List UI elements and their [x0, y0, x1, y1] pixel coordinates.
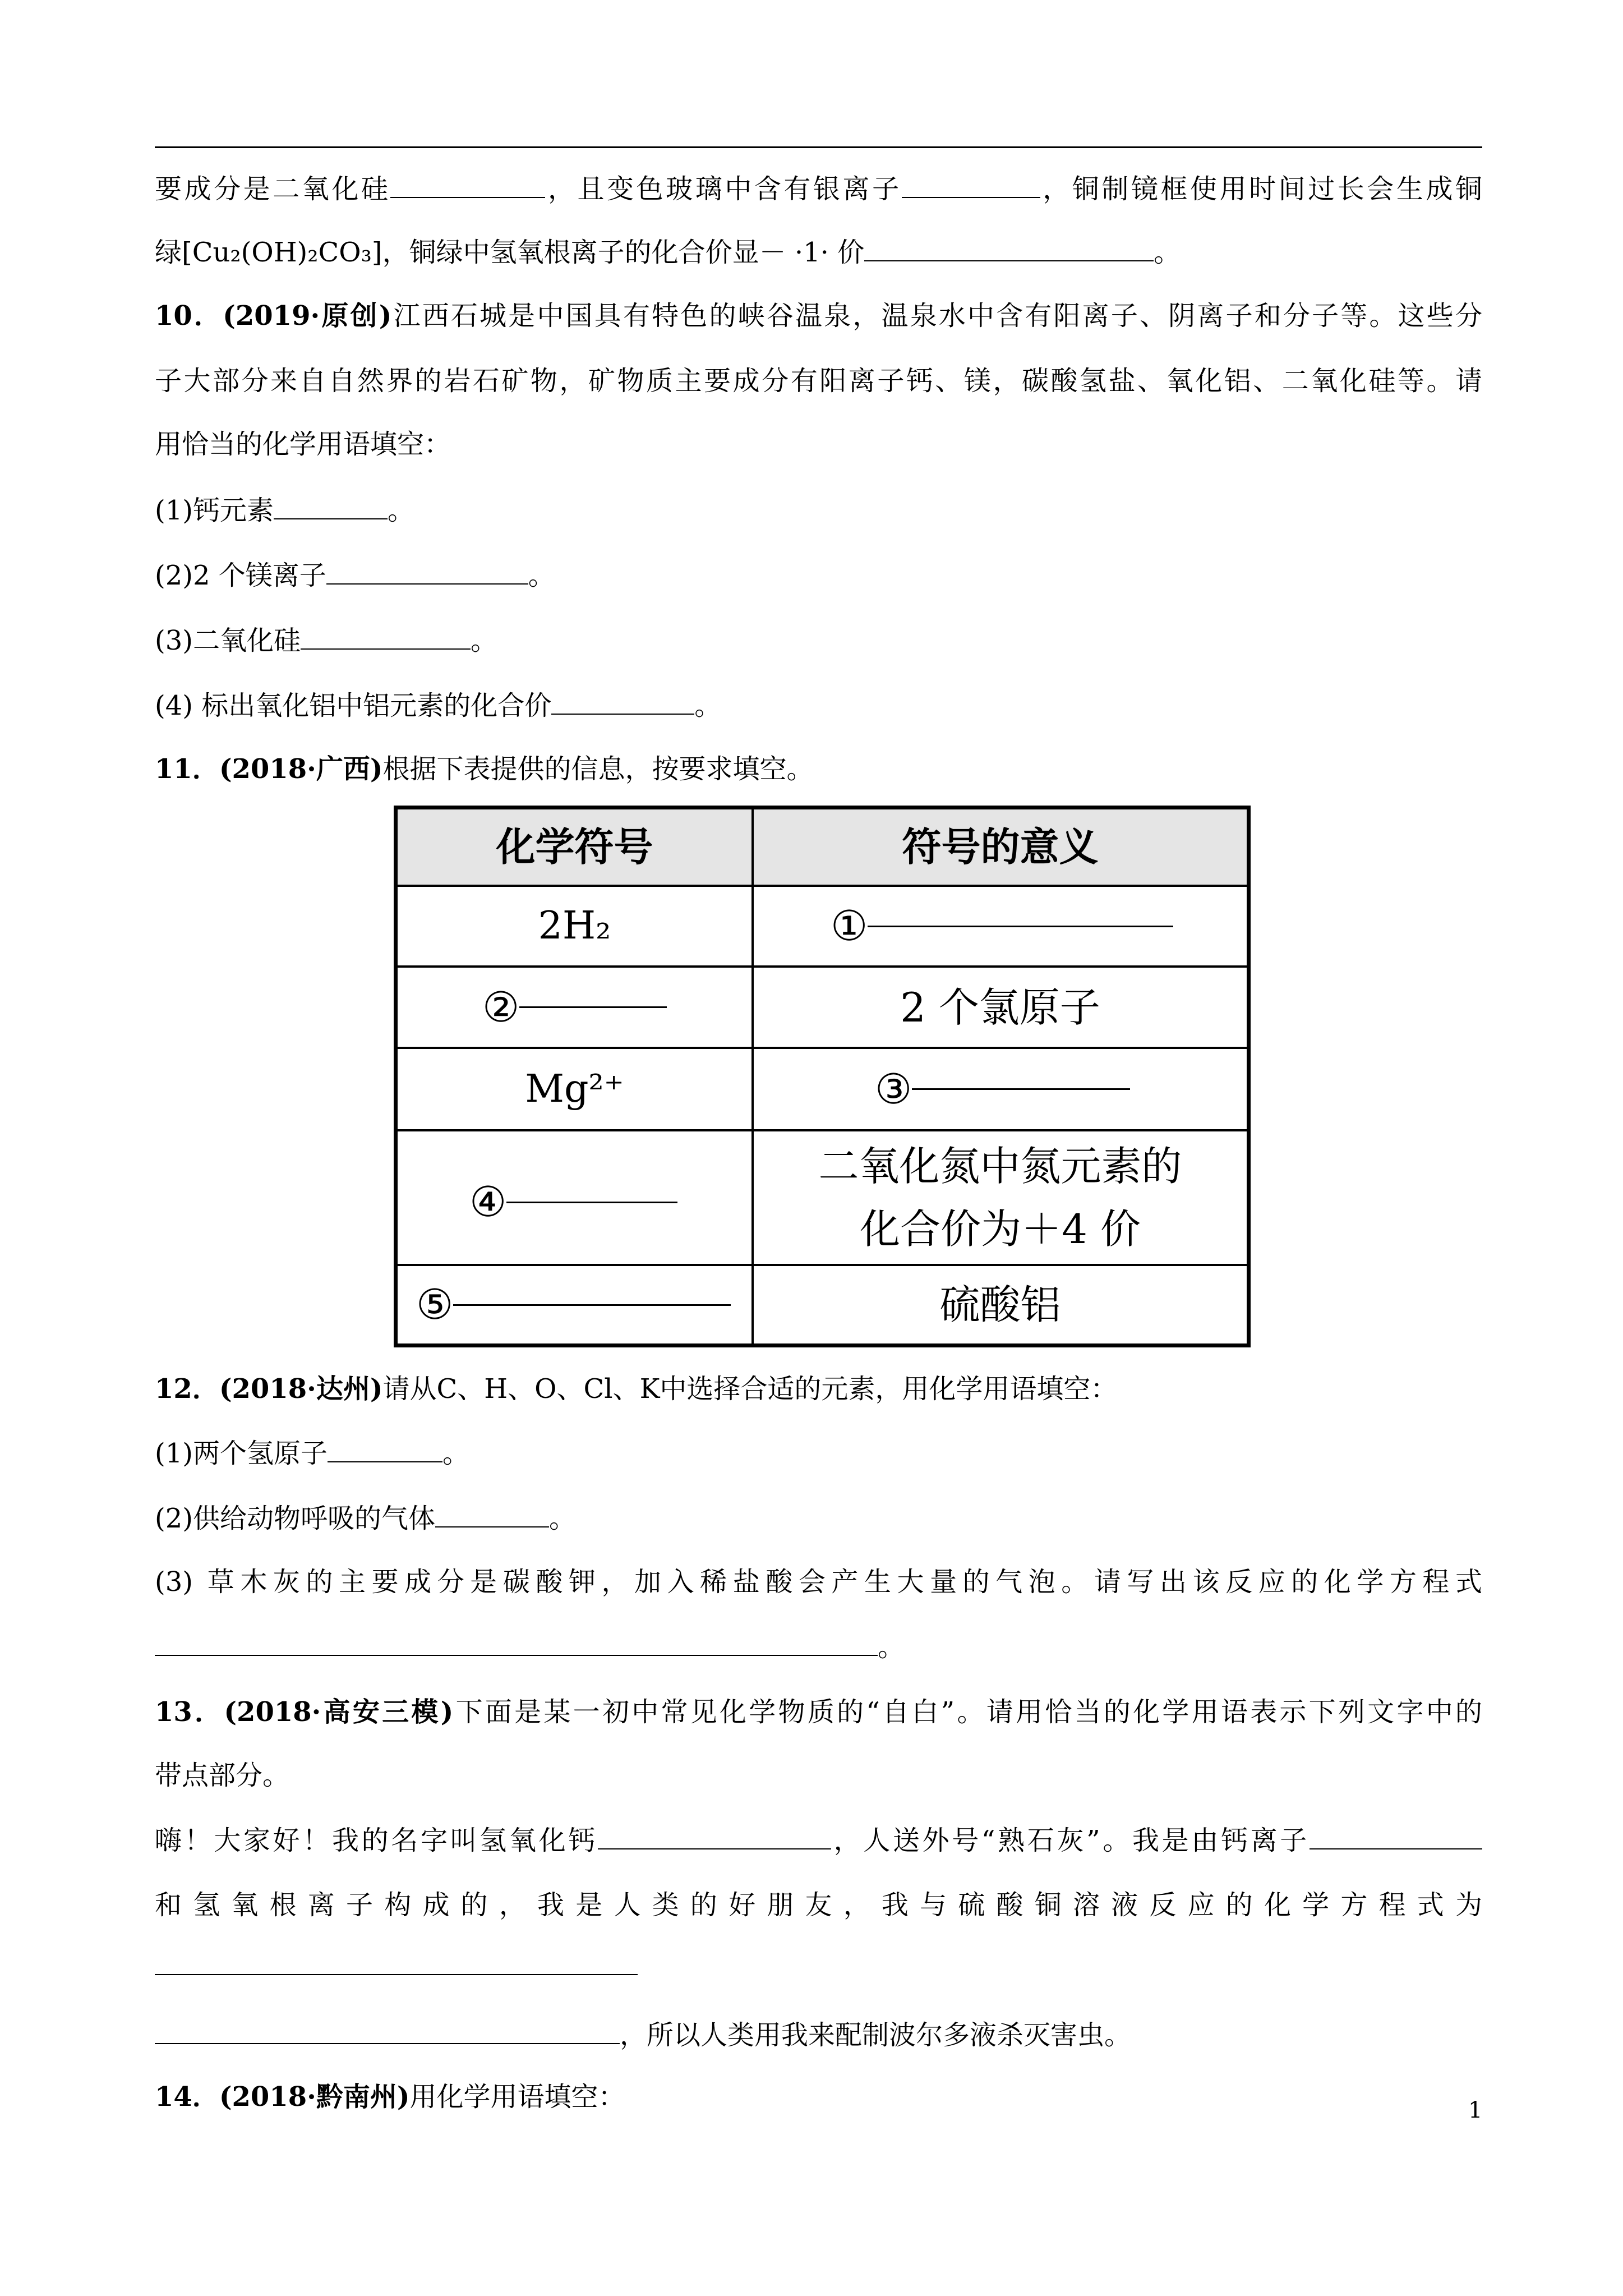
question-source: (2018·高安三模): [224, 1696, 454, 1728]
item-end: 。: [694, 690, 722, 721]
q14-stem: [155, 2074, 1482, 2119]
question-number: 13．: [155, 1696, 224, 1728]
q9-line-2: [155, 230, 1482, 275]
answer-blank: [326, 583, 528, 585]
meaning-text: 二氧化氮中氮元素的: [818, 1143, 1182, 1190]
q9-text: ，铜制镜框使用时间过长会生成铜: [1040, 173, 1482, 205]
item-prompt: (2)2 个镁离子: [155, 560, 326, 591]
q12-item-3: [155, 1559, 1482, 1604]
q12-stem: [155, 1366, 1482, 1411]
q13-passage-line-1: [155, 1818, 1482, 1863]
q12-item-3-answer: [155, 1625, 1482, 1669]
table-cell-symbol: [398, 887, 754, 968]
header-rule: [155, 146, 1482, 148]
question-number: 10．: [155, 300, 223, 332]
answer-blank: [864, 260, 1154, 261]
q10-stem-line-1: [155, 293, 1482, 338]
question-number: 12．: [155, 1373, 219, 1405]
answer-blank: [519, 1006, 667, 1008]
meaning-text: 硫酸铝: [939, 1281, 1061, 1328]
answer-blank: [155, 1974, 638, 1975]
question-source: (2018·黔南州): [219, 2081, 410, 2113]
circled-number: ③: [875, 1065, 912, 1114]
q10-item-2: [155, 553, 1482, 598]
item-prompt: (1)两个氢原子: [155, 1438, 328, 1469]
item-prompt: (2)供给动物呼吸的气体: [155, 1503, 435, 1534]
table-cell-meaning: [754, 1131, 1247, 1266]
q9-line-1: [155, 167, 1482, 211]
passage-text: ，所以人类用我来配制波尔多液杀灭害虫。: [620, 2019, 1132, 2051]
table-header-cell: [398, 809, 754, 887]
question-stem: 下面是某一初中常见化学物质的“自白”。请用恰当的化学用语表示下列文字中的: [453, 1696, 1482, 1728]
answer-blank: [1310, 1848, 1482, 1849]
question-source: (2018·广西): [219, 753, 383, 785]
answer-blank: [912, 1088, 1130, 1090]
page-number: 1: [1468, 2097, 1483, 2123]
answer-blank: [435, 1526, 549, 1527]
answer-blank: [868, 926, 1173, 927]
q9-text: 要成分是二氧化硅: [155, 173, 391, 205]
answer-blank: [328, 1461, 442, 1462]
q12-item-2: [155, 1496, 1482, 1541]
item-prompt: (1)钙元素: [155, 495, 274, 526]
header-label: 化学符号: [496, 824, 653, 870]
passage-text: 嗨！大家好！我的名字叫氢氧化钙: [155, 1825, 598, 1856]
question-stem: 用化学用语填空：: [409, 2081, 625, 2113]
q10-item-1: [155, 488, 1482, 533]
question-stem: 根据下表提供的信息，按要求填空。: [382, 753, 814, 785]
answer-blank: [506, 1202, 677, 1203]
circled-number: ①: [831, 902, 868, 950]
passage-text: 和氢氧根离子构成的，我是人类的好朋友，我与硫酸铜溶液反应的化学方程式为: [155, 1889, 1482, 1921]
q12-item-1: [155, 1431, 1482, 1476]
circled-number: ⑤: [416, 1281, 454, 1329]
q9-text: 。: [1154, 237, 1181, 268]
table-header-cell: [754, 809, 1247, 887]
q13-passage-line-4: [155, 2013, 1482, 2058]
circled-number: ④: [469, 1178, 507, 1226]
passage-text: ，人送外号“熟石灰”。我是由钙离子: [831, 1825, 1310, 1856]
circled-number: ②: [482, 983, 520, 1032]
item-end: 。: [528, 560, 555, 591]
meaning-text: 2 个氯原子: [900, 983, 1100, 1031]
symbol-meaning-table: [394, 806, 1251, 1347]
q9-text: 绿[Cu₂(OH)₂CO₃]，铜绿中氢氧根离子的化合价显－ ·1· 价: [155, 237, 865, 268]
item-end: 。: [388, 495, 415, 526]
answer-blank: [155, 1655, 878, 1656]
q10-stem-line-3: [155, 422, 1482, 467]
chemical-symbol: 2H₂: [538, 904, 611, 948]
q11-stem: [155, 747, 1482, 792]
table-cell-symbol: [398, 1266, 754, 1343]
table-cell-symbol: [398, 1049, 754, 1131]
header-label: 符号的意义: [902, 824, 1099, 870]
answer-blank: [155, 2043, 620, 2044]
answer-blank: [301, 648, 471, 650]
table-cell-meaning: [754, 1049, 1247, 1131]
answer-blank: [390, 197, 545, 198]
table-cell-symbol: [398, 1131, 754, 1266]
chemical-symbol: Mg²⁺: [525, 1066, 624, 1111]
answer-blank: [598, 1848, 831, 1849]
item-end: 。: [442, 1438, 470, 1469]
question-source: (2019·原创): [223, 300, 392, 332]
question-number: 14．: [155, 2081, 219, 2113]
question-source: (2018·达州): [219, 1373, 383, 1405]
question-number: 11．: [155, 753, 219, 785]
q10-item-3: [155, 618, 1482, 663]
item-prompt: (3) 草木灰的主要成分是碳酸钾，加入稀盐酸会产生大量的气泡。请写出该反应的化学方程式: [155, 1566, 1482, 1598]
table-cell-meaning: [754, 968, 1247, 1049]
answer-blank: [274, 518, 388, 519]
question-stem: 请从C、H、O、Cl、K中选择合适的元素，用化学用语填空：: [382, 1373, 1118, 1405]
item-end: 。: [471, 625, 498, 656]
q13-passage-line-2: [155, 1883, 1482, 1927]
table-cell-meaning: [754, 887, 1247, 968]
answer-blank: [551, 714, 694, 715]
question-stem: 用恰当的化学用语填空：: [155, 429, 451, 460]
question-stem: 江西石城是中国具有特色的峡谷温泉，温泉水中含有阳离子、阴离子和分子等。这些分: [391, 300, 1482, 332]
item-prompt: (3)二氧化硅: [155, 625, 301, 656]
answer-blank: [453, 1304, 731, 1306]
answer-blank: [902, 197, 1040, 198]
item-prompt: (4) 标出氧化铝中铝元素的化合价: [155, 690, 552, 721]
table-cell-symbol: [398, 968, 754, 1049]
question-stem: 带点部分。: [155, 1760, 290, 1791]
q10-stem-line-2: [155, 358, 1482, 403]
q9-text: ，且变色玻璃中含有银离子: [545, 173, 902, 205]
meaning-text: 化合价为＋4 价: [860, 1205, 1141, 1253]
table-cell-meaning: [754, 1266, 1247, 1343]
question-stem: 子大部分来自自然界的岩石矿物，矿物质主要成分有阳离子钙、镁，碳酸氢盐、氧化铝、二氧化硅等。请: [155, 365, 1482, 397]
q13-stem-line-1: [155, 1690, 1482, 1734]
q13-stem-line-2: [155, 1753, 1482, 1798]
item-end: 。: [549, 1503, 577, 1534]
q10-item-4: [155, 683, 1482, 728]
item-end: 。: [878, 1631, 905, 1663]
